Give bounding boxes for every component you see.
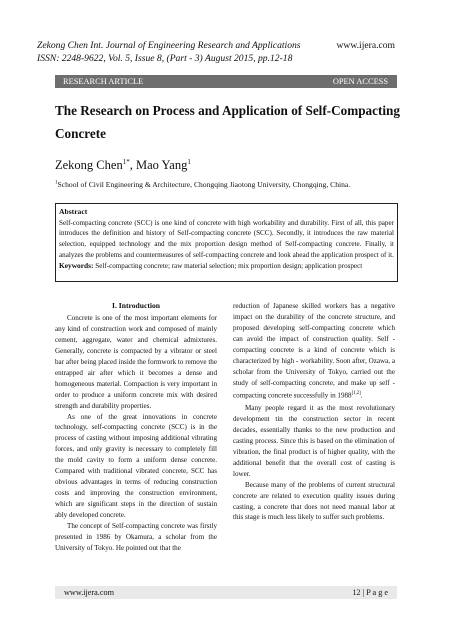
paragraph-5: Many people regard it as the most revolutionary development tin the construction sector in recent decades, essentially thanks to the new production and casting process. Since this is based on the elimination of vibration, the final product is of higher quality, with the additional benefit that the overall cost of casting is lower.: [233, 403, 395, 478]
abstract-heading: Abstract: [59, 207, 88, 216]
title-line-2: Concrete: [55, 126, 107, 141]
title-line-1: The Research on Process and Application of Self-Compacting: [55, 103, 400, 118]
page-footer: [55, 586, 397, 599]
affiliation: [55, 180, 350, 189]
header-website[interactable]: www.ijera.com: [336, 40, 395, 51]
paragraph-4: [233, 301, 395, 401]
right-column: [233, 301, 395, 523]
paragraph-6: Because many of the problems of current structural concrete are related to execution quality issues during casting, a concrete that does not need manual labor at this stage is much less likely to suffer such problems.: [233, 480, 395, 522]
journal-line-2: ISSN: 2248-9622, Vol. 5, Issue 8, (Part - 3) August 2015, pp.12-18: [37, 52, 293, 64]
section-heading-introduction: I. Introduction: [112, 301, 160, 310]
citation-ref: [1,2]: [351, 390, 361, 396]
paragraph-1: Concrete is one of the most important elements for any kind of construction work and composed of mainly cement, aggregate, water and chemical admixtures. Generally, concrete is compacted by a vibrator or steel bar after being placed inside the formwork to remove the entrapped air after which it becomes a dense and homogeneous material. Compaction is very important in order to produce a uniform concrete mix with desired strength and durability properties.: [55, 313, 217, 410]
affiliation-text: School of Civil Engineering & Architecture, Chongqing Jiaotong University, Chongqing, China.: [57, 180, 351, 189]
author-list: [55, 158, 191, 173]
author-1-sup: 1*: [122, 158, 130, 166]
paper-title: [55, 99, 400, 145]
left-column: [55, 301, 217, 554]
footer-website[interactable]: www.ijera.com: [64, 588, 114, 597]
author-1: Zekong Chen: [55, 158, 123, 173]
author-2: Mao Yang: [135, 158, 188, 173]
keywords: [59, 261, 394, 272]
article-banner: [55, 75, 397, 88]
paragraph-4-end: .: [360, 390, 363, 399]
page-number: 12 | P a g e: [352, 588, 388, 597]
abstract-body: Self-compacting concrete (SCC) is one kind of concrete with high workability and durability. First of all, this paper introduces the definition and history of Self-compacting concrete (SCC). Secondly, it introduces the raw material selection, equipped technology and the mix proportion design method of Self-compacting concrete. Finally, it analyzes the problems and countermeasures of self-compacting concrete and look ahead the application prospect of it.: [59, 218, 394, 259]
journal-citation: [37, 40, 337, 65]
open-access-label: OPEN ACCESS: [332, 77, 388, 86]
paragraph-4-text: reduction of Japanese skilled workers has a negative impact on the durability of the concrete structure, and proposed developing self-compacting concrete which can avoid the impact of construction quality. Self - compacting concrete is a kind of concrete which is characterized by high - workability. Soon after, Ozawa, a scholar from the University of Tokyo, carried out the study of self-compacting concrete, and make up self - compacting concrete successfully in 1988: [233, 302, 395, 399]
journal-line-1: Zekong Chen Int. Journal of Engineering Research and Applications: [37, 40, 301, 51]
author-2-sup: 1: [187, 158, 191, 166]
keywords-label: Keywords:: [59, 260, 94, 270]
paragraph-3: The concept of Self-compacting concrete was firstly presented in 1986 by Okamura, a scholar from the University of Tokyo. He pointed out that the: [55, 522, 217, 552]
affiliation-sup: 1: [55, 180, 58, 186]
abstract-box: [55, 203, 398, 282]
research-article-label: RESEARCH ARTICLE: [63, 77, 144, 86]
paragraph-2: As one of the great innovations in concrete technology, self-compacting concrete (SCC) is in the process of casting without imposing additional vibrating forces, and only gravity is necessary to completely fill the mold cavity to form a uniform dense concrete. Compared with traditional vibrated concrete, SCC has obvious advantages in terms of reducing construction costs and improving the construction environment, which are significant steps in the direction of sustain ably developed concrete.: [55, 412, 217, 520]
author-separator: ,: [129, 158, 136, 173]
keywords-text: Self-compacting concrete; raw material selection; mix proportion design; application prospect: [93, 261, 363, 270]
